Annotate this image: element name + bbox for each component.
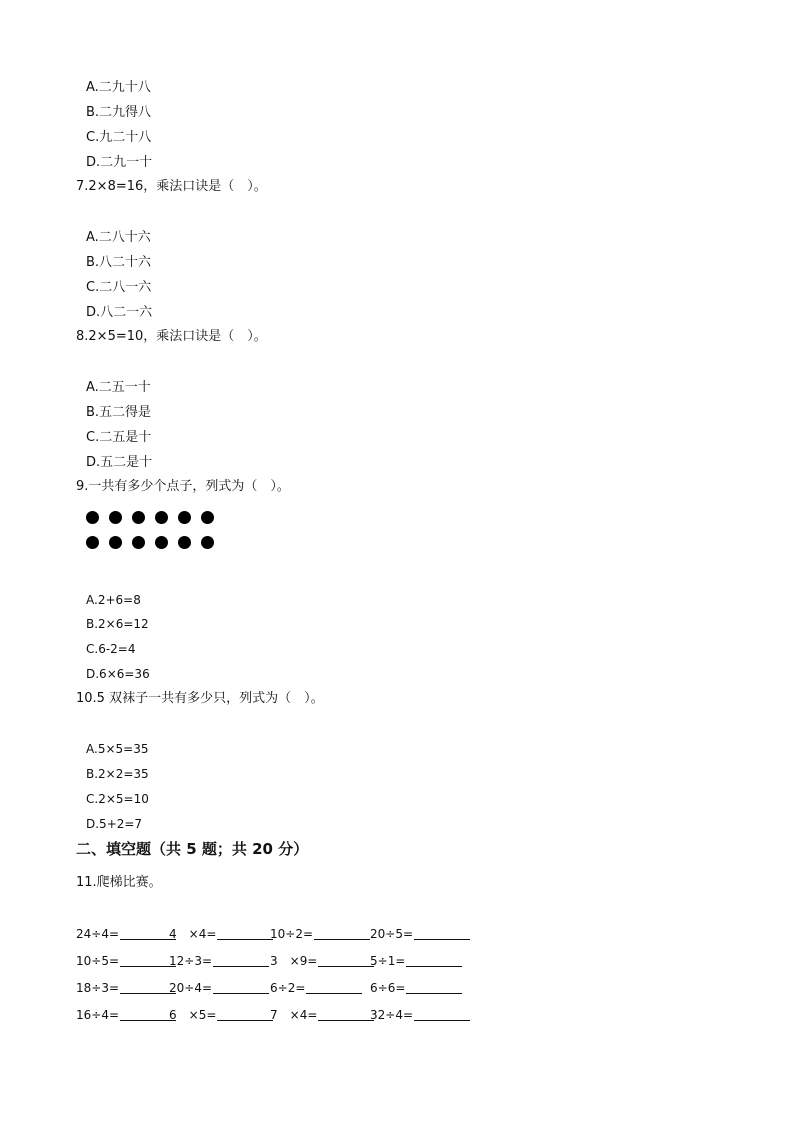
q6-option-c: C.九二十八: [86, 130, 152, 145]
dot: [178, 511, 191, 524]
dot: [86, 511, 99, 524]
fill-item: [370, 953, 462, 969]
answer-blank[interactable]: [406, 966, 462, 967]
answer-blank[interactable]: [213, 966, 269, 967]
q10-option-c: C.2×5=10: [86, 792, 149, 806]
equation-label: 6÷6=: [370, 981, 406, 995]
q9-option-c: C.6-2=4: [86, 642, 136, 656]
equation-label: 10÷5=: [76, 954, 120, 968]
q8-question: 8.2×5=10，乘法口诀是（ ）。: [76, 329, 267, 344]
fill-item: [270, 926, 370, 942]
answer-blank[interactable]: [414, 1020, 470, 1021]
q10-option-a: A.5×5=35: [86, 742, 149, 756]
equation-label: 4 ×4=: [169, 927, 217, 941]
answer-blank[interactable]: [318, 966, 374, 967]
q10-question: 10.5 双袜子一共有多少只，列式为（ ）。: [76, 691, 324, 706]
equation-label: 10÷2=: [270, 927, 314, 941]
equation-label: 20÷5=: [370, 927, 414, 941]
fill-item: [169, 1007, 273, 1023]
answer-blank[interactable]: [414, 939, 470, 940]
equation-label: 3 ×9=: [270, 954, 318, 968]
answer-blank[interactable]: [120, 966, 176, 967]
equation-label: 18÷3=: [76, 981, 120, 995]
dot: [201, 536, 214, 549]
answer-blank[interactable]: [217, 1020, 273, 1021]
q7-option-b: B.八二十六: [86, 255, 152, 270]
q6-option-a: A.二九十八: [86, 80, 151, 95]
answer-blank[interactable]: [318, 1020, 374, 1021]
q9-question: 9.一共有多少个点子，列式为（ ）。: [76, 479, 290, 494]
answer-blank[interactable]: [120, 993, 176, 994]
dot: [86, 536, 99, 549]
q7-option-d: D.八二一六: [86, 305, 153, 320]
equation-label: 32÷4=: [370, 1008, 414, 1022]
equation-label: 20÷4=: [169, 981, 213, 995]
q8-option-d: D.五二是十: [86, 455, 153, 470]
q8-option-b: B.五二得是: [86, 405, 152, 420]
fill-item: [270, 953, 374, 969]
dot: [155, 511, 168, 524]
equation-label: 24÷4=: [76, 927, 120, 941]
q9-option-d: D.6×6=36: [86, 667, 150, 681]
dot: [201, 511, 214, 524]
q7-question: 7.2×8=16，乘法口诀是（ ）。: [76, 179, 267, 194]
fill-item: [169, 926, 273, 942]
answer-blank[interactable]: [306, 993, 362, 994]
answer-blank[interactable]: [120, 1020, 176, 1021]
q7-option-c: C.二八一六: [86, 280, 152, 295]
equation-label: 7 ×4=: [270, 1008, 318, 1022]
q9-option-b: B.2×6=12: [86, 617, 149, 631]
q8-option-a: A.二五一十: [86, 380, 151, 395]
fill-item: [76, 1007, 176, 1023]
q11-question: 11.爬梯比赛。: [76, 875, 162, 890]
equation-label: 16÷4=: [76, 1008, 120, 1022]
q9-option-a: A.2+6=8: [86, 593, 141, 607]
fill-item: [169, 980, 269, 996]
fill-item: [370, 1007, 470, 1023]
dot: [109, 536, 122, 549]
equation-label: 5÷1=: [370, 954, 406, 968]
fill-item: [270, 980, 362, 996]
dot: [155, 536, 168, 549]
equation-label: 6 ×5=: [169, 1008, 217, 1022]
fill-item: [76, 953, 176, 969]
section-title: 二、填空题（共 5 题；共 20 分）: [76, 840, 309, 858]
answer-blank[interactable]: [213, 993, 269, 994]
fill-item: [370, 980, 462, 996]
answer-blank[interactable]: [314, 939, 370, 940]
dot: [109, 511, 122, 524]
answer-blank[interactable]: [406, 993, 462, 994]
fill-item: [76, 980, 176, 996]
dot: [132, 536, 145, 549]
q8-option-c: C.二五是十: [86, 430, 152, 445]
q7-option-a: A.二八十六: [86, 230, 151, 245]
answer-blank[interactable]: [217, 939, 273, 940]
fill-item: [270, 1007, 374, 1023]
equation-label: 12÷3=: [169, 954, 213, 968]
dot: [132, 511, 145, 524]
q10-option-b: B.2×2=35: [86, 767, 149, 781]
fill-item: [76, 926, 176, 942]
dot-row: [86, 511, 214, 525]
fill-item: [370, 926, 470, 942]
answer-blank[interactable]: [120, 939, 176, 940]
q6-option-b: B.二九得八: [86, 105, 152, 120]
q6-option-d: D.二九一十: [86, 155, 153, 170]
dot: [178, 536, 191, 549]
dot-row: [86, 536, 214, 550]
equation-label: 6÷2=: [270, 981, 306, 995]
dot-figure: [86, 511, 214, 561]
fill-item: [169, 953, 269, 969]
q10-option-d: D.5+2=7: [86, 817, 143, 831]
